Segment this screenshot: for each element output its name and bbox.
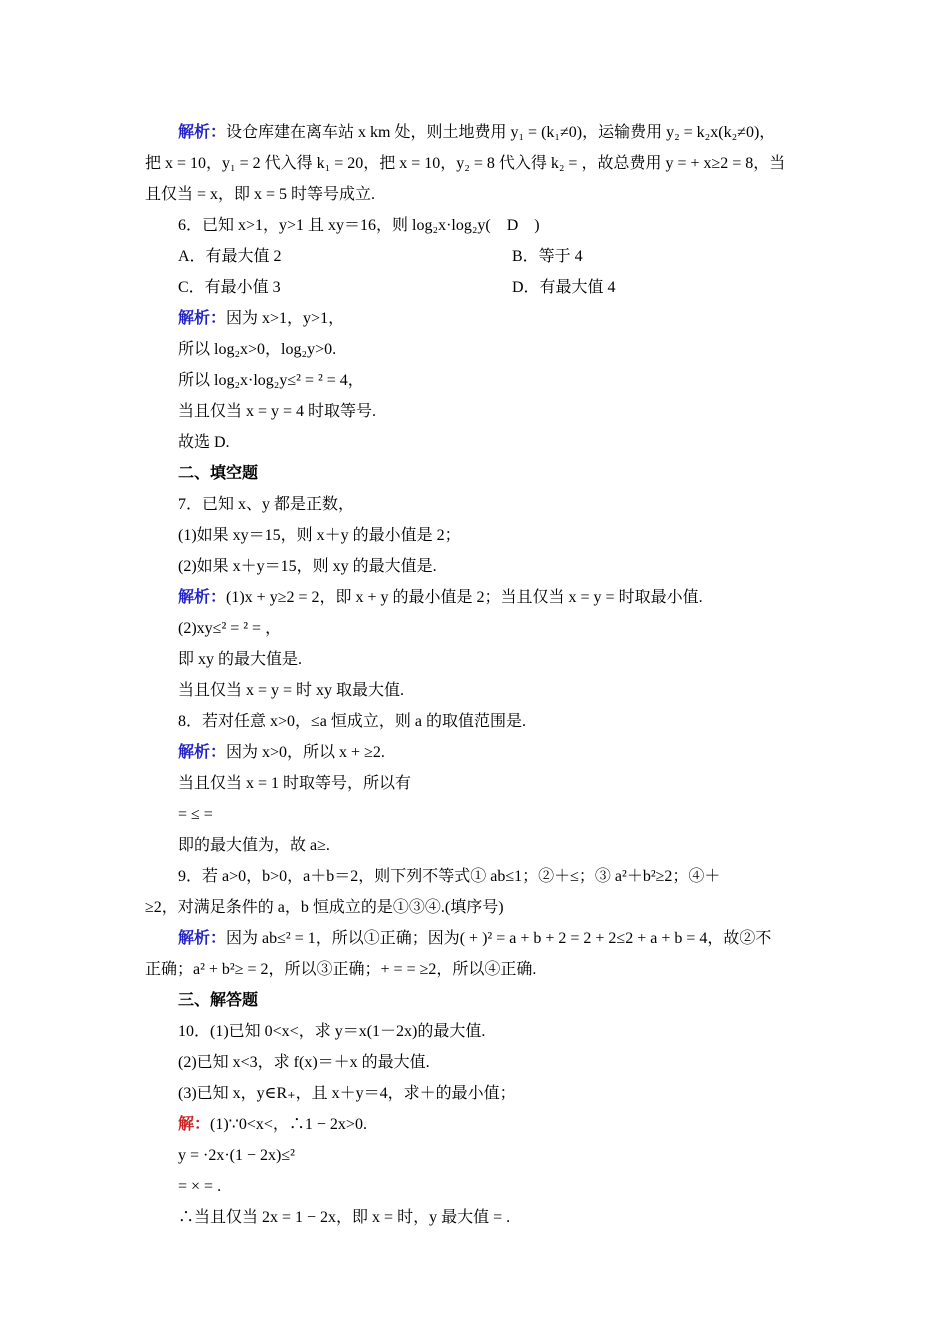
solution-label: 解析： [178, 589, 227, 606]
solution-8-line-2: 当且仅当 x = 1 时取等号，所以有 [178, 775, 412, 792]
line-text: (1)∵0<x<，∴1 − 2x>0. [210, 1116, 367, 1133]
question-10-part-2: (2)已知 x<3，求 f(x)＝＋x 的最大值. [178, 1054, 430, 1071]
solution-label: 解析： [178, 124, 227, 141]
question-10-part-1: 10．(1)已知 0<x<，求 y＝x(1－2x)的最大值. [178, 1023, 486, 1040]
solution-5-line-1 [178, 122, 775, 144]
line-text: 因为 x>1，y>1， [226, 310, 345, 327]
option-c: C．有最小值 3 [178, 279, 281, 296]
question-6: 6．已知 x>1，y>1 且 xy＝16，则 log₂x·log₂y( D ) [178, 217, 540, 234]
solution-10-line-1 [178, 1114, 367, 1136]
solution-label: 解析： [178, 744, 227, 761]
solution-7-line-2: (2)xy≤² = ² = ， [178, 620, 282, 637]
solution-8-line-3: = ≤ = [178, 806, 213, 823]
solution-8-line-1 [178, 742, 385, 764]
question-7-part-1: (1)如果 xy＝15，则 x＋y 的最小值是 2； [178, 527, 461, 544]
section-heading-fill-blank: 二、填空题 [178, 465, 259, 482]
solution-6-line-2: 所以 log₂x>0，log₂y>0. [178, 341, 337, 358]
question-10-part-3: (3)已知 x，y∈R₊，且 x＋y＝4，求＋的最小值； [178, 1085, 516, 1102]
question-7-part-2: (2)如果 x＋y＝15，则 xy 的最大值是. [178, 558, 437, 575]
solution-7-line-1 [178, 587, 703, 609]
solution-9-line-1 [178, 928, 771, 950]
solution-10-line-3: = × = . [178, 1178, 222, 1195]
line-text: 因为 ab≤² = 1，所以①正确；因为( + )² = a + b + 2 = 2 + 2≤2 + a + b = 4，故②不 [226, 930, 772, 947]
solution-8-line-4: 即的最大值为，故 a≥. [178, 837, 330, 854]
solution-label: 解析： [178, 930, 227, 947]
solution-7-line-4: 当且仅当 x = y = 时 xy 取最大值. [178, 682, 405, 699]
solution-10-line-4: ∴当且仅当 2x = 1 − 2x，即 x = 时，y 最大值 = . [178, 1209, 511, 1226]
solution-9-line-2: 正确；a² + b²≥ = 2，所以③正确；+ = = ≥2，所以④正确. [145, 961, 537, 978]
option-a: A．有最大值 2 [178, 248, 282, 265]
solution-6-line-5: 故选 D. [178, 434, 230, 451]
solution-5-line-3: 且仅当 = x，即 x = 5 时等号成立. [145, 186, 376, 203]
option-d: D．有最大值 4 [512, 279, 616, 296]
section-heading-answer: 三、解答题 [178, 992, 259, 1009]
solution-7-line-3: 即 xy 的最大值是. [178, 651, 303, 668]
option-b: B．等于 4 [512, 248, 583, 265]
line-text: 设仓库建在离车站 x km 处，则土地费用 y₁ = (k₁≠0)，运输费用 y₂ = k₂x(k₂≠0)， [226, 124, 776, 141]
question-7: 7．已知 x、y 都是正数， [178, 496, 355, 513]
solution-10-line-2: y = ·2x·(1 − 2x)≤² [178, 1147, 295, 1164]
solution-label: 解析： [178, 310, 227, 327]
line-text: 因为 x>0，所以 x + ≥2. [226, 744, 385, 761]
solution-6-line-3: 所以 log₂x·log₂y≤² = ² = 4， [178, 372, 364, 389]
question-9-line-2: ≥2，对满足条件的 a，b 恒成立的是①③④.(填序号) [145, 899, 504, 916]
solution-6-line-1 [178, 308, 344, 330]
solution-label: 解： [178, 1116, 211, 1133]
question-8: 8．若对任意 x>0，≤a 恒成立，则 a 的取值范围是. [178, 713, 527, 730]
line-text: (1)x + y≥2 = 2，即 x + y 的最小值是 2；当且仅当 x = y = 时取最小值. [226, 589, 703, 606]
solution-5-line-2: 把 x = 10，y₁ = 2 代入得 k₁ = 20，把 x = 10，y₂ = 8 代入得 k₂ = ，故总费用 y = + x≥2 = 8，当 [145, 155, 786, 172]
question-9-line-1: 9．若 a>0，b>0，a＋b＝2，则下列不等式① ab≤1；②＋≤；③ a²＋b²≥2；④＋ [178, 868, 721, 885]
solution-6-line-4: 当且仅当 x = y = 4 时取等号. [178, 403, 377, 420]
